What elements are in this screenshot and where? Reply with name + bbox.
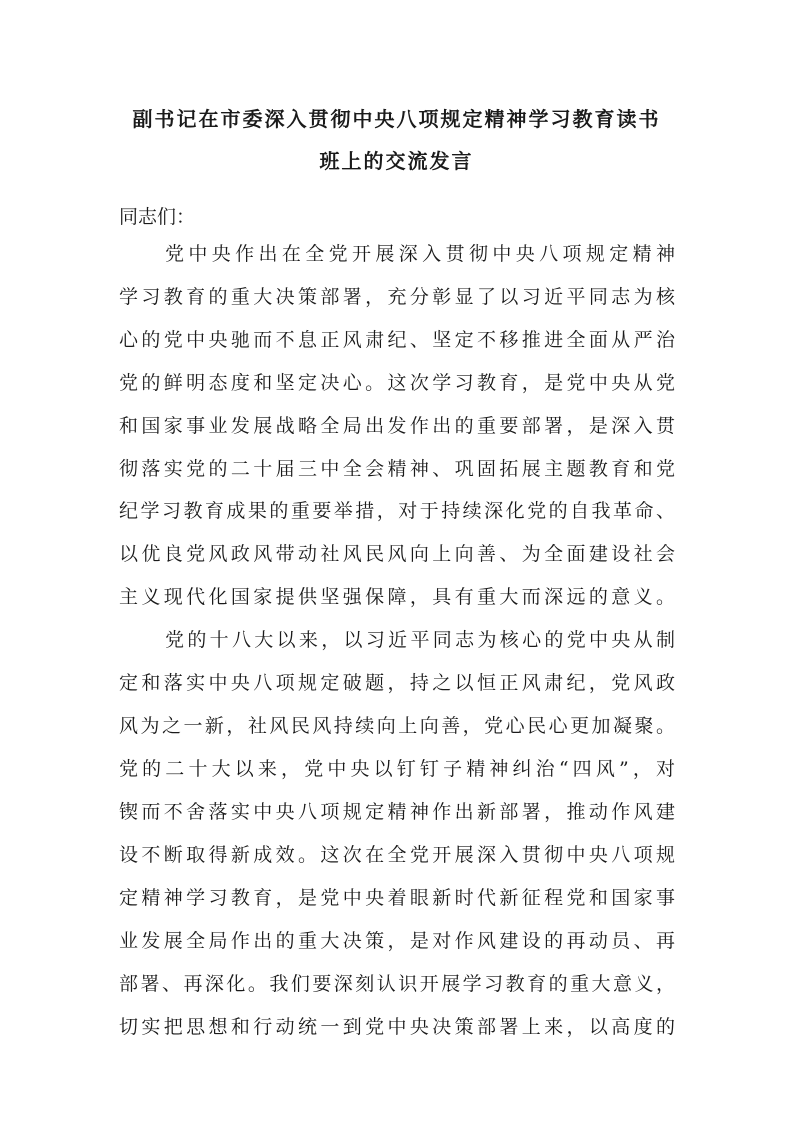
paragraph-1-line-9: 主义现代化国家提供坚强保障，具有重大而深远的意义。 [119,586,675,608]
paragraph-2-line-8: 业发展全局作出的重大决策，是对作风建设的再动员、再 [119,930,675,952]
paragraph-1-line-1: 党中央作出在全党开展深入贯彻中央八项规定精神 [165,243,675,265]
paragraph-2-line-5: 锲而不舍落实中央八项规定精神作出新部署，推动作风建 [119,801,675,823]
salutation: 同志们： [119,206,196,228]
paragraph-2-line-10: 切实把思想和行动统一到党中央决策部署上来，以高度的 [119,1016,675,1038]
paragraph-2-line-1: 党的十八大以来，以习近平同志为核心的党中央从制 [165,629,675,651]
paragraph-2-line-9: 部署、再深化。我们要深刻认识开展学习教育的重大意义， [119,973,675,995]
paragraph-1-line-3: 心的党中央驰而不息正风肃纪、坚定不移推进全面从严治 [119,329,675,351]
document-title-line-1: 副书记在市委深入贯彻中央八项规定精神学习教育读书 [132,107,661,131]
paragraph-2-line-4: 党的二十大以来，党中央以钉钉子精神纠治“四风”，对 [119,758,675,780]
paragraph-2-line-7: 定精神学习教育，是党中央着眼新时代新征程党和国家事 [119,887,675,909]
paragraph-1-line-8: 以优良党风政风带动社风民风向上向善、为全面建设社会 [119,543,675,565]
paragraph-1-line-5: 和国家事业发展战略全局出发作出的重要部署，是深入贯 [119,415,675,437]
paragraph-2-line-3: 风为之一新，社风民风持续向上向善，党心民心更加凝聚。 [119,715,675,737]
paragraph-1-line-2: 学习教育的重大决策部署，充分彰显了以习近平同志为核 [119,286,675,308]
paragraph-1-line-4: 党的鲜明态度和坚定决心。这次学习教育，是党中央从党 [119,372,675,394]
paragraph-1-line-6: 彻落实党的二十届三中全会精神、巩固拓展主题教育和党 [119,458,675,480]
paragraph-2-line-6: 设不断取得新成效。这次在全党开展深入贯彻中央八项规 [119,844,675,866]
paragraph-1-line-7: 纪学习教育成果的重要举措，对于持续深化党的自我革命、 [119,500,675,522]
document-title-line-2: 班上的交流发言 [319,149,474,173]
paragraph-2-line-2: 定和落实中央八项规定破题，持之以恒正风肃纪，党风政 [119,672,675,694]
